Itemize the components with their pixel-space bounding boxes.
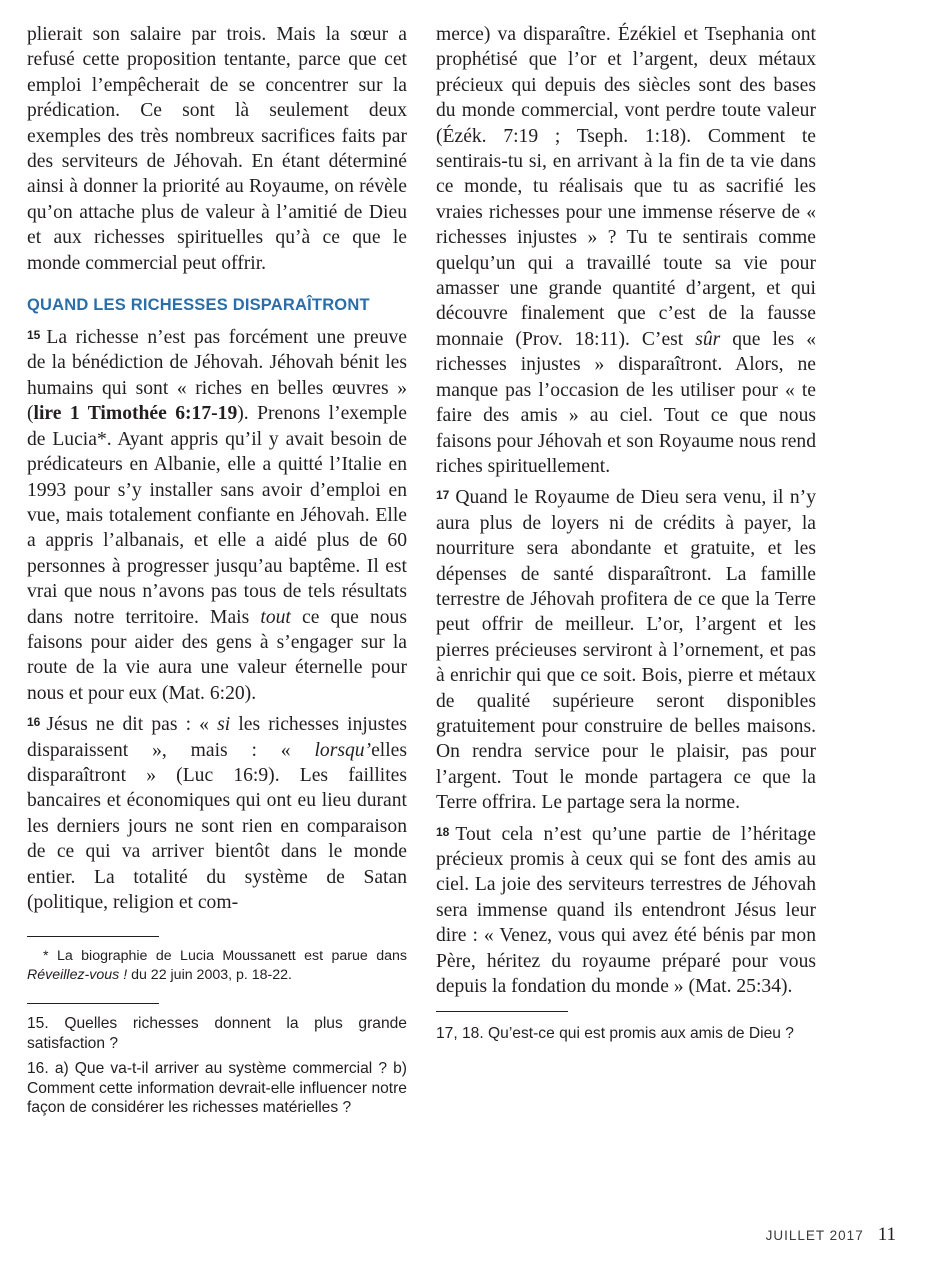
footnote — [27, 947, 407, 985]
paragraph-number: 18 — [436, 824, 450, 839]
question-number: 15. — [27, 1015, 49, 1033]
paragraph-text: que les « richesses injustes » disparaîtront. Alors, ne manque pas l’occasion de les utiliser pour « te faire des amis » au ciel. Tout ce que nous faisons pour Jéhovah et son Royaume nous rend riches spirituellement. — [436, 328, 816, 477]
footnote-text: du 22 juin 2003, p. 18-22. — [127, 967, 293, 984]
paragraph-number: 15 — [27, 328, 41, 343]
study-question — [436, 1024, 816, 1044]
paragraph-16 — [27, 710, 407, 915]
page-number: 11 — [877, 1224, 896, 1245]
paragraph-text: elles disparaîtront » (Luc 16:9). Les faillites bancaires et économiques qui ont eu lieu durant les derniers jours ne sont rien en comparaison de ce qui va arriver bientôt dans le monde entier. La totalité du système de Satan (politique, religion et com- — [27, 739, 407, 913]
questions-divider — [436, 1011, 568, 1012]
emphasis: sûr — [695, 328, 721, 350]
emphasis: si — [217, 714, 231, 736]
paragraph-text: les richesses injustes disparaissent », mais : « — [27, 714, 407, 761]
study-question — [27, 1014, 407, 1053]
paragraph-number: 16 — [27, 715, 41, 730]
paragraph-15 — [27, 323, 407, 706]
right-column — [436, 22, 816, 1044]
question-number: 16. — [27, 1060, 49, 1078]
questions-divider — [27, 1003, 159, 1004]
paragraph-number: 17 — [436, 488, 450, 503]
study-question — [27, 1059, 407, 1118]
footnote-publication: Réveillez-vous ! — [27, 967, 128, 984]
footnote-divider — [27, 936, 159, 937]
paragraph-text: La richesse n’est pas forcément une preuve de la bénédiction de Jéhovah. Jéhovah bénit les humains qui sont « riches en belles œuvres » ( — [27, 327, 407, 425]
emphasis: tout — [260, 606, 291, 628]
footnote-text: * La biographie de Lucia Moussanett est parue dans — [43, 948, 407, 965]
question-text: a) Que va-t-il arriver au système commercial ? b) Comment cette information devrait-elle influencer notre façon de considérer les richesses matérielles ? — [27, 1060, 407, 1117]
scripture-reference: lire 1 Timothée 6:17-19 — [33, 403, 238, 425]
paragraph-text: ce que nous faisons pour aider des gens à s’engager sur la route de la vie aura une valeur éternelle pour nous et pour eux (Mat. 6:20). — [27, 606, 407, 704]
question-text: Qu’est-ce qui est promis aux amis de Dieu ? — [488, 1025, 794, 1043]
paragraph-16-continued — [436, 22, 816, 479]
question-number: 17, 18. — [436, 1025, 484, 1043]
emphasis: lorsqu’ — [314, 739, 372, 761]
paragraph-18 — [436, 820, 816, 1000]
intro-paragraph: plierait son salaire par trois. Mais la sœur a refusé cette proposition tentante, parce que cet emploi l’empêcherait de se concentrer sur la prédication. Ce sont là seulement deux exemples des très nombreux sacrifices faits par des serviteurs de Jéhovah. En étant déterminé ainsi à donner la priorité au Royaume, on révèle qu’on attache plus de valeur à l’amitié de Dieu et aux richesses spirituelles qu’à ce que le monde commercial peut offrir. — [27, 24, 407, 274]
paragraph-17 — [436, 483, 816, 815]
paragraph-text: merce) va disparaître. Ézékiel et Tsephania ont prophétisé que l’or et l’argent, deux métaux précieux qui depuis des siècles sont des bases du monde commercial, vont perdre toute valeur (Ézék. 7:19 ; Tseph. 1:18). Comment te sentirais-tu si, en arrivant à la fin de ta vie dans ce monde, tu réalisais que tu as sacrifié les vraies richesses pour une immense réserve de « richesses injustes » ? Tu te sentirais comme quelqu’un qui a travaillé toute sa vie pour amasser une grande quantité d’argent, et qui découvre finalement que c’est de la fausse monnaie (Prov. 18:11). C’est — [436, 24, 816, 350]
left-column — [27, 22, 407, 1118]
issue-date: JUILLET 2017 — [765, 1228, 864, 1243]
paragraph-text: ). Prenons l’exemple de Lucia*. Ayant appris qu’il y avait besoin de prédicateurs en Albanie, elle a quitté l’Italie en 1993 pour s’y installer sans avoir d’emploi en vue, mais totalement confiante en Jéhovah. Elle a appris l’albanais, et elle a aidé plus de 60 personnes à progresser jusqu’au baptême. Il est vrai que nous n’avons pas tous de tels résultats dans notre territoire. Mais — [27, 403, 407, 628]
paragraph-text: Quand le Royaume de Dieu sera venu, il n’y aura plus de loyers ni de crédits à payer, la nourriture sera abondante et gratuite, et les dépenses de santé disparaîtront. La famille terrestre de Jéhovah profitera de ce que la Terre peut offrir de meilleur. L’or, l’argent et les pierres précieuses serviront à l’ornement, et pas à enrichir qui que ce soit. Bois, pierre et métaux de qualité supérieure seront disponibles gratuitement pour construire de belles maisons. On rendra service pour le plaisir, pas pour l’argent. Tout le monde partagera ce que la Terre offrira. Le partage sera la norme. — [436, 487, 816, 814]
question-text: Quelles richesses donnent la plus grande satisfaction ? — [27, 1015, 407, 1052]
paragraph-text: Jésus ne dit pas : « — [46, 714, 218, 736]
page-footer — [766, 1224, 896, 1246]
section-heading: QUAND LES RICHESSES DISPARAÎTRONT — [27, 296, 370, 315]
paragraph-text: Tout cela n’est qu’une partie de l’héritage précieux promis à ceux qui se font des amis au ciel. La joie des serviteurs terrestres de Jéhovah sera immense quand ils entendront Jésus leur dire : « Venez, vous qui avez été bénis par mon Père, héritez du royaume préparé pour vous depuis la fondation du monde » (Mat. 25:34). — [436, 823, 816, 998]
